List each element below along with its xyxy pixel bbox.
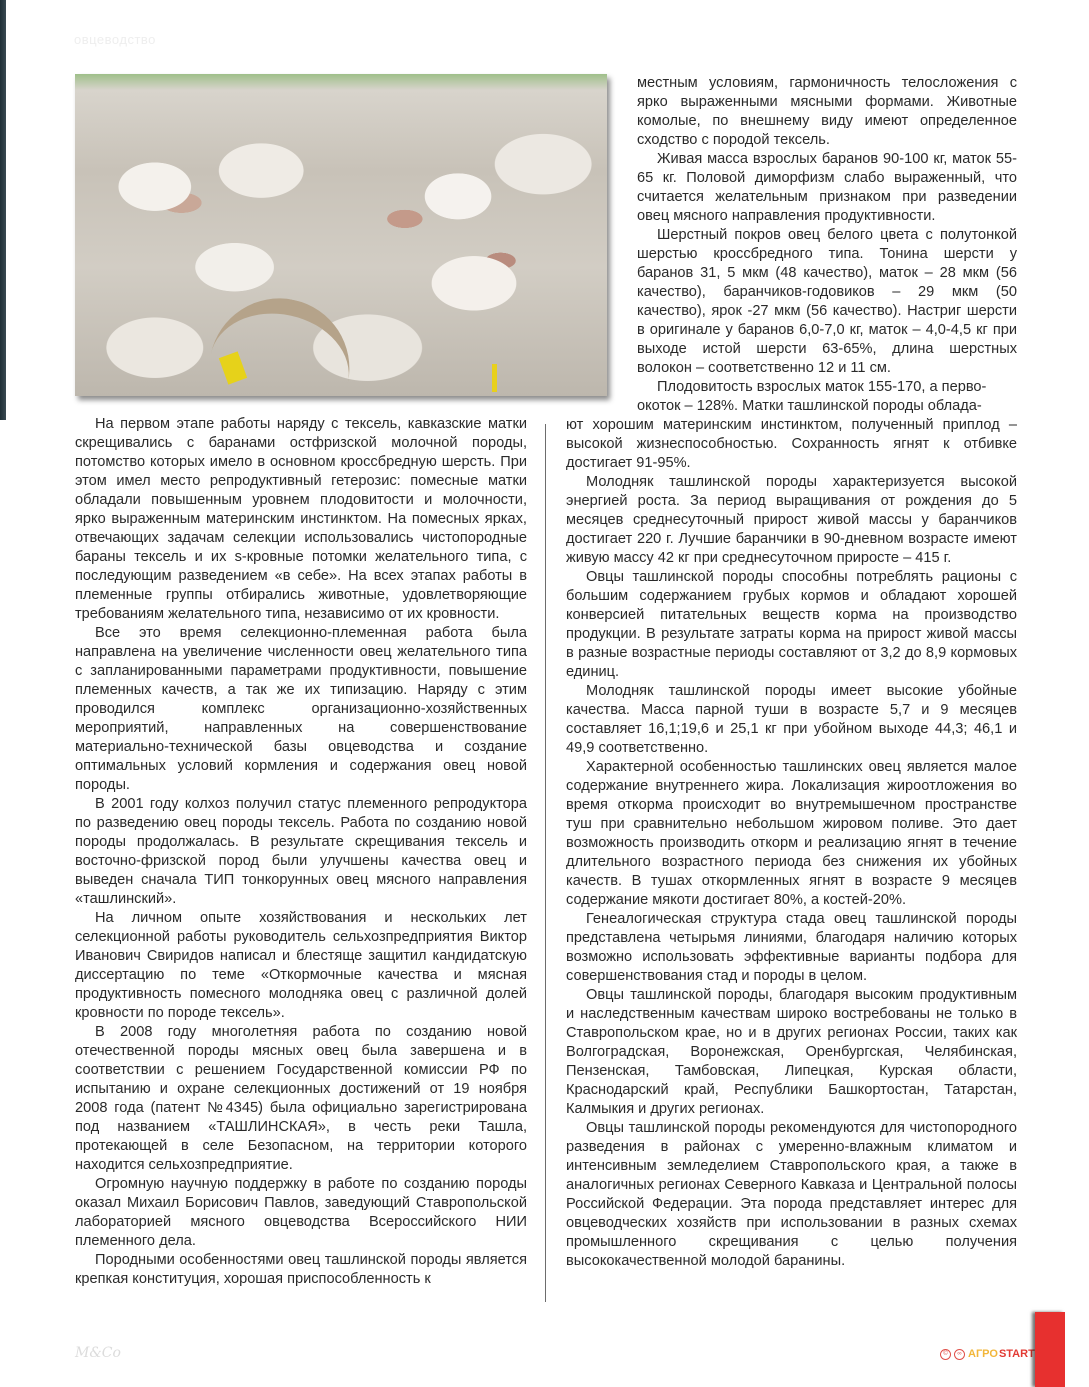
paragraph: Характерной особенностью ташлинских овец является малое содержание внутреннего жира. Локализация жироотложения во время откорма происходит во внутремышечном пространстве туш при сравнительно небольшом жировом поливе. Это дает возможность производить откорм и реализацию ягнят в течение длительного возрастного периода без снижения их убойных качеств. В тушах откормленных ягнят в возрасте 9 месяцев содержание мякоти достигает 80%, а костей-20%. [566,759,1017,908]
paragraph: Шерстный покров овец белого цвета с полутонкой шерстью кроссбредного типа. Тонина шерсти у баранов 31, 5 мкм (48 качество), маток – 28 мкм (56 качество), баранчиков-годовиков – 29 мкм (50 качество), ярок -27 мкм (56 качество). Настриг шерсти в оригинале у баранов 6,0-7,0 кг, маток – 4,0-4,5 кг при выходе истой шерсти 63-65%, длина шерстных волокон – соответственно 12 и 11 см. [637,227,1017,376]
footer-signature: M&Co [75,1345,121,1361]
paragraph-continuation-line: окоток – 128%. Матки ташлинской породы облада- [637,398,982,414]
paragraph: Молодняк ташлинской породы имеет высокие убойные качества. Масса парной туши в возрасте 5,7 и 9 месяцев составляет 16,1;19,6 и 25,1 кг при убойном выходе 44,3; 46,1 и 49,9 соответственно. [566,683,1017,756]
paragraph: Живая масса взрослых баранов 90-100 кг, маток 55-65 кг. Половой диморфизм слабо выраженный, что считается желательным признаком при разведении овец мясного направления продуктивности. [637,151,1017,224]
paragraph: Все это время селекционно-племенная работа была направлена на увеличение численности овец желательного типа с запланированными параметрами продуктивности, повышение племенных качеств, а так же их типизацию. Наряду с этим проводился комплекс организационно-хозяйственных мероприятий, направленных на совершенствование материально-технической базы овцеводства и создание оптимальных условий кормления и содержания овец новой породы. [75,625,527,793]
paragraph: На первом этапе работы наряду с тексель, кавказские матки скрещивались с баранами остфризской молочной породы, потомство которых имело в основном кроссбредную шерсть. При этом имел место репродуктивный гетерозис: помесные матки обладали повышенным уровнем плодовитости и молочности, ярко выраженным материнским инстинктом. На помесных ярках, отвечающих задачам селекции использовались чистопородные бараны тексель и их s-кровные потомки желательного типа, с последующим разведением «в себе». На всех этапах работы в племенные группы отбирались животные, удовлетворяющие требованиям желательного типа, независимо от их кровности. [75,416,527,622]
article-column-left [75,415,527,1289]
paragraph: ют хорошим материнским инстинктом, полученный приплод – высокой жизнеспособностью. Сохранность ягнят к отбивке достигает 91-95%. [566,417,1017,471]
article-column-right-bottom [566,397,1017,1271]
page-edge-tab [1035,1312,1065,1387]
agrostart-logo [940,1348,1035,1360]
paragraph: В 2008 году многолетняя работа по созданию новой отечественной породы мясных овец была завершена и в соответствии с решением Государственной комиссии РФ по испытанию и охране селекционных достижений от 19 ноября 2008 года (патент №4345) была официально зарегистрирована под названием «ТАШЛИНСКАЯ», в честь реки Ташла, протекающей в селе Безопасном, на территории которого находится сельхозпредприятие. [75,1024,527,1173]
brand-agro-text: АГРО [968,1348,998,1360]
paragraph: Породными особенностями овец ташлинской породы является крепкая конституция, хорошая приспособленность к [75,1252,527,1287]
sheep-flock-photo [75,74,607,396]
paragraph: Огромную научную поддержку в работе по созданию породы оказал Михаил Борисович Павлов, заведующий Ставропольской лабораторией мясного овцеводства Всероссийского НИИ племенного дела. [75,1176,527,1249]
brand-start-text: START [998,1348,1035,1360]
paragraph: В 2001 году колхоз получил статус племенного репродуктора по разведению овец породы тексель. Работа по созданию новой породы продолжалась. В результате скрещивания тексель и восточно-фризской пород были улучшены качества овец и выведен сначала ТИП тонкорунных овец мясного направления «ташлинский». [75,796,527,907]
copyright-icon: © [940,1349,951,1360]
paragraph: местным условиям, гармоничность телосложения с ярко выраженными мясными формами. Животные комолые, по внешнему виду имеют определенное сходство с породой тексель. [637,75,1017,148]
section-label: овцеводство [74,32,156,47]
paragraph: Овцы ташлинской породы, благодаря высоким продуктивным и наследственным качествам широко востребованы не только в Ставропольском крае, но и в других регионах России, таких как Волгоградская, Воронежская, Оренбургская, Челябинская, Пензенская, Тамбовская, Липецкая, Курская области, Краснодарский край, Республики Башкортостан, Татарстан, Калмыкия и других регионах. [566,987,1017,1117]
brand-mark-icon: ∞ [954,1349,965,1360]
paragraph: Молодняк ташлинской породы характеризуется высокой энергией роста. За период выращивания от рождения до 5 месяцев среднесуточный прирост живой массы у баранчиков достигает 220 г. Лучшие баранчики в 90-дневном возрасте имеют живую массу 42 кг при среднесуточном приросте – 415 г. [566,474,1017,566]
paragraph: Овцы ташлинской породы рекомендуются для чистопородного разведения в районах с умеренно-влажным климатом и интенсивным земледелием Ставропольского края, а также в аналогичных регионах Северного Кавказа и Центральной полосы Российской Федерации. Эта порода представляет интерес для овцеводческих хозяйств при использовании в разных схемах промышленного скрещивания с целью получения высококачественной молодой баранины. [566,1120,1017,1269]
paragraph: Овцы ташлинской породы способны потреблять рационы с большим содержанием грубых кормов и обладают хорошей конверсией питательных веществ корма на производство продукции. В результате затраты корма на прирост живой массы в разные возрастные периоды составляют от 3,2 до 8,9 кормовых единиц. [566,569,1017,680]
article-column-right-top [637,74,1017,397]
paragraph: Плодовитость взрослых маток 155-170, а перво- [657,379,987,395]
paragraph: На личном опыте хозяйствования и нескольких лет селекционной работы руководитель сельхозпредприятия Виктор Иванович Свиридов написал и блестяще защитил кандидатскую диссертацию по теме «Откормочные качества и мясная продуктивность помесного молодняка овец с различной долей кровности по породе тексель». [75,910,527,1021]
left-edge-bar [0,0,6,420]
paragraph: Генеалогическая структура стада овец ташлинской породы представлена четырьмя линиями, благодаря наличию которых возможно использовать эффективные варианты подбора для совершенствования стад и породы в целом. [566,911,1017,984]
ear-tag-detail [492,364,497,392]
column-divider [545,424,546,1302]
